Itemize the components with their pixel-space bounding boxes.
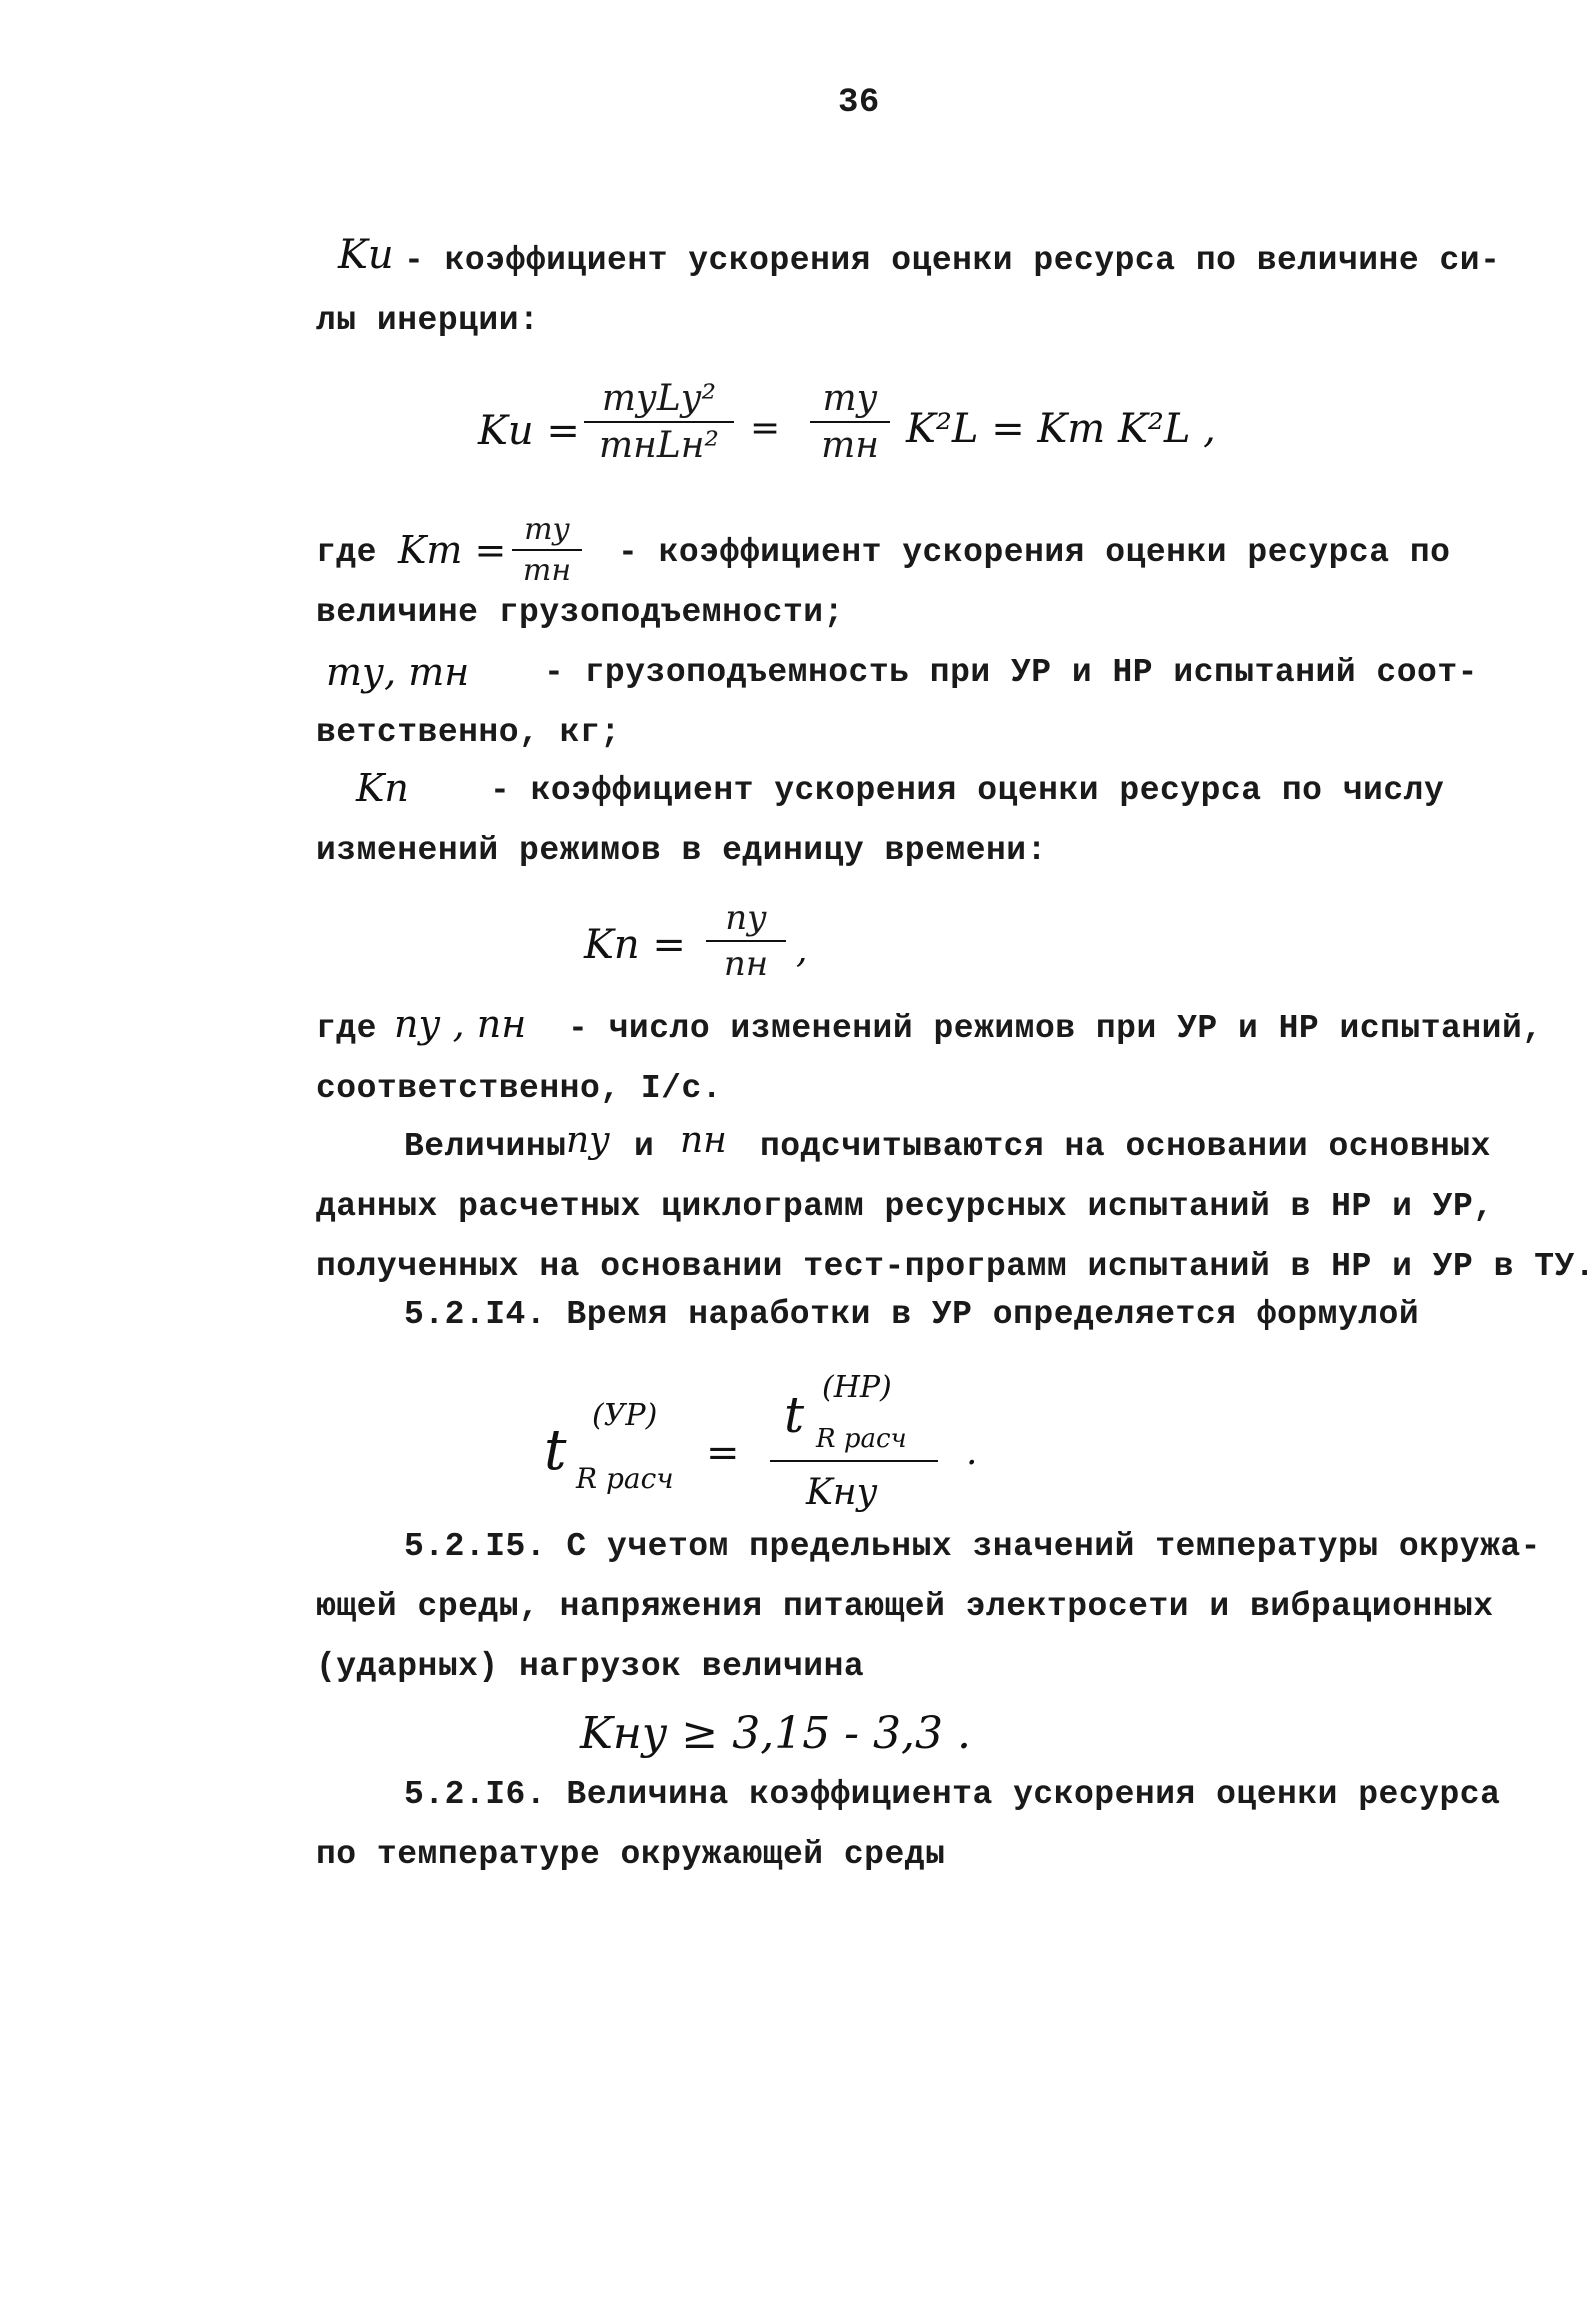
section-5-2-15-line-1: 5.2.I5. С учетом предельных значений температуры окружа- bbox=[404, 1528, 1541, 1565]
where2-line-1: - число изменений режимов при УР и НР испытаний, bbox=[568, 1010, 1543, 1047]
formula3-num-main: t bbox=[784, 1386, 805, 1444]
def-m-line-2: ветственно, кг; bbox=[316, 714, 621, 751]
def-kn-symbol: Kn bbox=[356, 766, 409, 810]
para1-line-3: полученных на основании тест-программ испытаний в НР и УР в ТУ. bbox=[316, 1248, 1595, 1285]
section-5-2-16-line-2: по температуре окружающей среды bbox=[316, 1836, 946, 1873]
formula3-lhs-main: t bbox=[544, 1418, 567, 1483]
intro-line-1: - коэффициент ускорения оценки ресурса по величине си- bbox=[404, 242, 1501, 279]
where2-symbols: nу , nн bbox=[394, 1002, 527, 1046]
where1-line-2: величине грузоподъемности; bbox=[316, 594, 844, 631]
where2-line-2: соответственно, I/с. bbox=[316, 1070, 723, 1107]
para1-lead: Величины bbox=[404, 1128, 567, 1165]
para1-sym2: nн bbox=[680, 1120, 727, 1161]
section-5-2-14: 5.2.I4. Время наработки в УР определяется формулой bbox=[404, 1296, 1420, 1333]
formula1-f2-den: mн bbox=[821, 425, 879, 466]
where1-lead: где bbox=[316, 534, 377, 571]
formula3-fraction-bar bbox=[770, 1460, 938, 1462]
section-5-2-15-line-3: (ударных) нагрузок величина bbox=[316, 1648, 865, 1685]
def-kn-line-2: изменений режимов в единицу времени: bbox=[316, 832, 1047, 869]
formula2-fraction bbox=[706, 898, 786, 984]
para1-line-2: данных расчетных циклограмм ресурсных испытаний в НР и УР, bbox=[316, 1188, 1494, 1225]
where1-symbol: Km = bbox=[398, 528, 507, 572]
formula3-tail: . bbox=[966, 1432, 978, 1473]
formula1-f1-den: mнLн² bbox=[599, 425, 719, 466]
fraction-bar bbox=[810, 421, 890, 423]
formula2-tail: , bbox=[796, 930, 808, 971]
formula2-lhs: Kn = bbox=[584, 922, 686, 968]
para1-line-1: подсчитываются на основании основных bbox=[760, 1128, 1491, 1165]
where1-f-num: mу bbox=[524, 512, 570, 547]
formula3-den: Kну bbox=[806, 1472, 878, 1513]
para1-and: и bbox=[634, 1128, 655, 1165]
para1-sym1: nу bbox=[566, 1120, 611, 1161]
section-5-2-15-line-2: ющей среды, напряжения питающей электросети и вибрационных bbox=[316, 1588, 1494, 1625]
formula4-expr: Kну ≥ 3,15 - 3,3 . bbox=[580, 1708, 971, 1759]
where1-line-1: - коэффициент ускорения оценки ресурса по bbox=[618, 534, 1451, 571]
page-number: 36 bbox=[838, 84, 880, 122]
def-m-symbol: mу, mн bbox=[326, 650, 470, 694]
formula1-fraction-2 bbox=[810, 378, 890, 466]
formula1-rest: K²L = Km K²L , bbox=[906, 406, 1216, 452]
section-5-2-16-line-1: 5.2.I6. Величина коэффициента ускорения оценки ресурса bbox=[404, 1776, 1501, 1813]
formula1-f1-num: mуLу² bbox=[601, 378, 717, 419]
intro-line-2: лы инерции: bbox=[316, 302, 540, 339]
fraction-bar bbox=[706, 940, 786, 942]
fraction-bar bbox=[584, 421, 734, 423]
where2-lead: где bbox=[316, 1010, 377, 1047]
formula2-f-den: nн bbox=[723, 944, 769, 984]
formula1-lhs: Kи = bbox=[478, 408, 580, 454]
fraction-bar bbox=[512, 549, 582, 551]
def-m-line-1: - грузоподъемность при УР и НР испытаний соот- bbox=[544, 654, 1478, 691]
formula3-num-sub: R расч bbox=[816, 1424, 907, 1454]
formula2-f-num: nу bbox=[725, 898, 767, 938]
formula3-eq: = bbox=[706, 1430, 740, 1476]
formula3-lhs-sub: R расч bbox=[576, 1462, 674, 1495]
where1-f-den: mн bbox=[522, 553, 572, 588]
formula3-lhs-sup: (УР) bbox=[592, 1398, 658, 1433]
def-kn-line-1: - коэффициент ускорения оценки ресурса по числу bbox=[490, 772, 1445, 809]
where1-fraction bbox=[512, 512, 582, 588]
formula1-eq: = bbox=[750, 408, 781, 449]
formula1-fraction-1 bbox=[584, 378, 734, 466]
formula3-num-sup: (НР) bbox=[822, 1370, 892, 1405]
formula1-f2-num: mу bbox=[822, 378, 878, 419]
symbol-ki: Kи bbox=[338, 232, 394, 278]
